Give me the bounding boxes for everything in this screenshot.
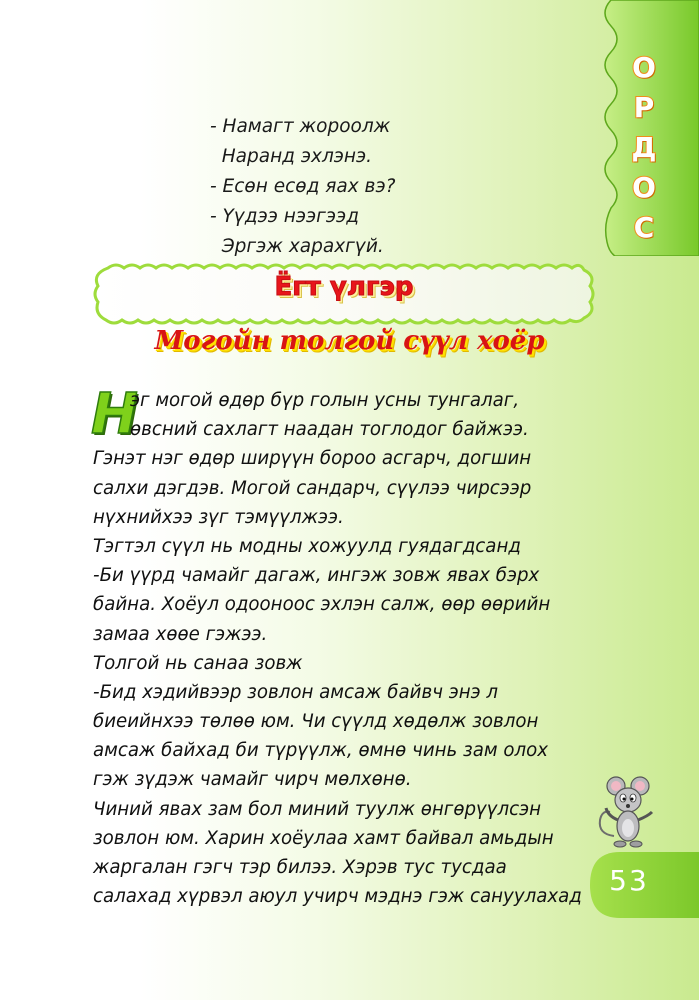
side-letter: Р <box>633 91 655 124</box>
story-line: өвсний сахлагт наадан тоглодог байжээ. <box>130 419 529 441</box>
story-line: байна. Хоёул одооноос эхлэн салж, өөр өөрийн <box>93 594 551 616</box>
riddle-line: - Намагт жороолж <box>210 116 391 137</box>
drop-cap: Н <box>91 382 138 447</box>
story-title: Могойн толгой сүүл хоёр <box>154 326 545 356</box>
side-letter: Д <box>631 131 657 164</box>
riddle-line: Наранд эхлэнэ. <box>210 146 373 167</box>
story-line: Толгой нь санаа зовж <box>93 652 303 674</box>
story-body <box>91 382 598 911</box>
story-line: салахад хүрвэл аюул учирч мэднэ гэж сануулахад <box>93 886 582 908</box>
page-number: 53 <box>609 864 649 897</box>
riddle-line: - Үүдээ нээгээд <box>210 206 360 227</box>
riddle-text <box>210 112 395 262</box>
story-line: зовлон юм. Харин хоёулаа хамт байвал амьдын <box>93 827 554 849</box>
story-line: -Би үүрд чамайг дагаж, ингэж зовж явах бэрх <box>93 565 540 587</box>
story-line: эг могой өдөр бүр голын усны тунгалаг, <box>130 390 520 411</box>
side-letter: С <box>633 211 655 244</box>
cartoon-mouse-icon <box>596 776 660 858</box>
story-line: -Бид хэдийвээр зовлон амсаж байвч энэ л <box>93 681 498 703</box>
story-line: амсаж байхад би түрүүлж, өмнө чинь зам олох <box>93 740 549 762</box>
story-line: биеийнхээ төлөө юм. Чи сүүлд хөдөлж зовлон <box>93 711 539 733</box>
riddle-line: - Есөн есөд яах вэ? <box>210 176 396 197</box>
story-line: Гэнэт нэг өдөр ширүүн бороо асгарч, догшин <box>93 448 532 470</box>
side-letter: О <box>632 171 656 204</box>
section-title: Ёгт үлгэр <box>274 272 414 302</box>
story-line: Тэгтэл сүүл нь модны хожуулд гуядагдсанд <box>93 535 521 557</box>
side-letter: О <box>632 51 656 84</box>
story-line: Чиний явах зам бол миний туулж өнгөрүүлсэн <box>93 798 542 820</box>
story-line: гэж зүдэж чамайг чирч мөлхөнө. <box>93 769 412 791</box>
side-tab-letters <box>618 48 670 248</box>
story-line: салхи дэгдэв. Могой сандарч, сүүлээ чирсээр <box>93 477 532 499</box>
riddle-line: Эргэж харахгүй. <box>210 236 384 257</box>
section-banner <box>90 262 598 326</box>
story-line: замаа хөөе гэжээ. <box>93 623 268 645</box>
story-line: нүхнийхээ зүг тэмүүлжээ. <box>93 506 344 528</box>
story-line: жаргалан гэгч тэр билээ. Хэрэв тус тусдаа <box>93 857 507 878</box>
